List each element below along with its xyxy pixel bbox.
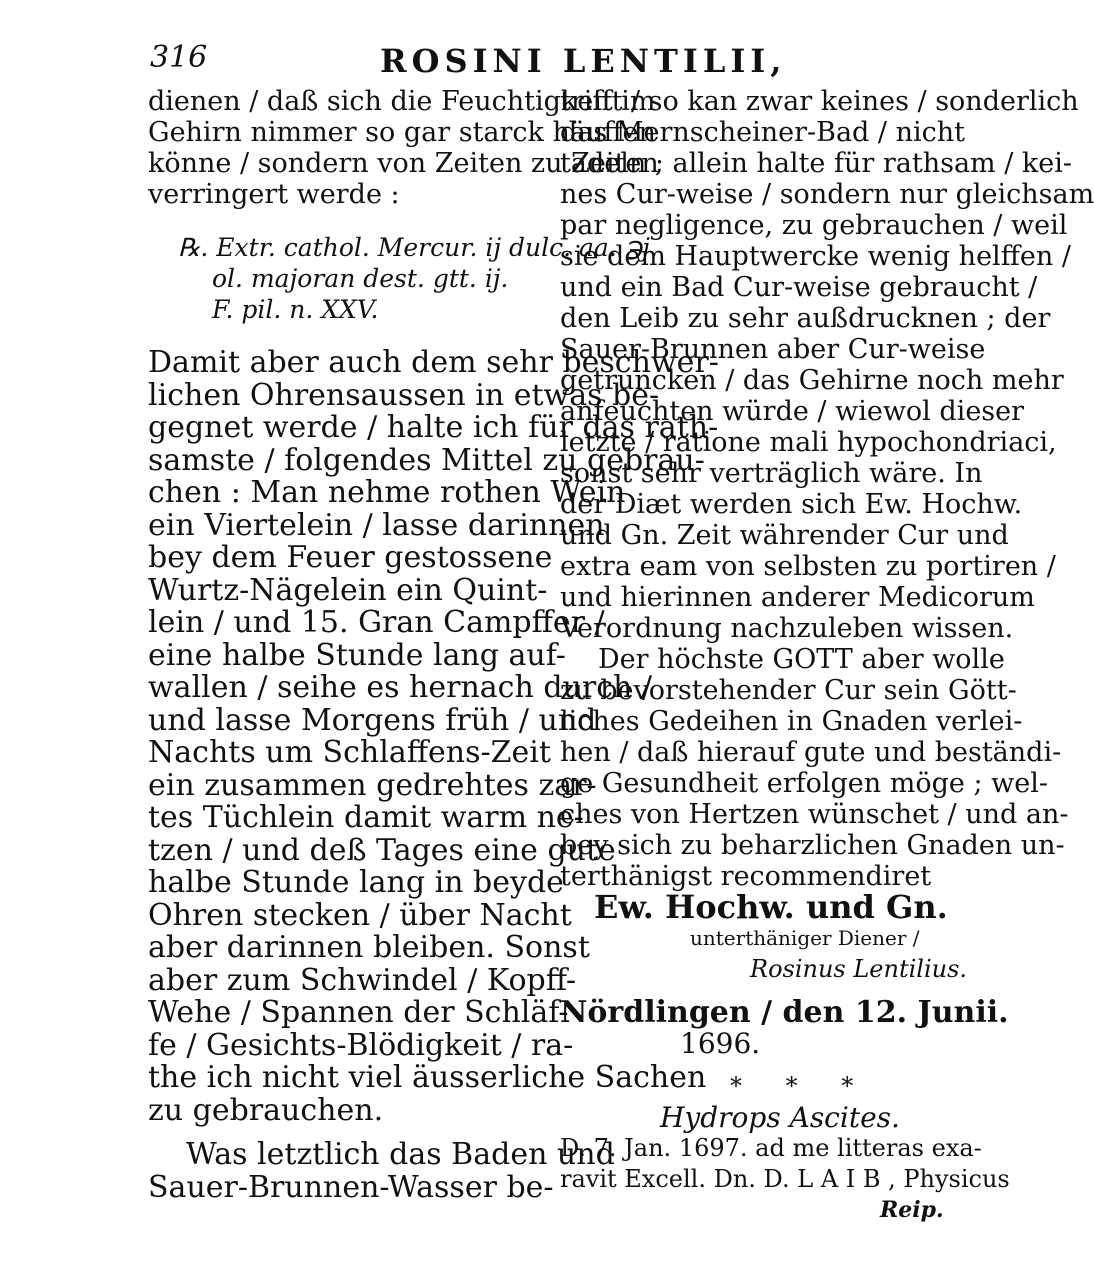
text-line: bey dem Feuer gestossene: [148, 540, 553, 575]
text-line: den Leib zu sehr außdrucknen ; der: [560, 303, 1051, 334]
paragraph-2: [148, 345, 719, 1128]
signature-title: unterthäniger Diener /: [690, 926, 920, 950]
recipe-line: ℞. Extr. cathol. Mercur. ij dulc. aa. ℈j.: [178, 233, 658, 262]
right-column: [560, 86, 1094, 1226]
text-line: halbe Stunde lang in beyde: [148, 865, 564, 900]
text-line: und hierinnen anderer Medicorum: [560, 582, 1035, 613]
text-line: aber zum Schwindel / Kopff-: [148, 962, 577, 998]
text-line: und lasse Morgens früh / und: [148, 702, 597, 738]
text-line: sonst sehr verträglich wäre. In: [560, 458, 983, 489]
section-divider-stars: * * *: [730, 1072, 872, 1100]
note-line: ravit Excell. Dn. D. L A I B , Physicus: [560, 1165, 1010, 1193]
text-line: Sauer-Brunnen aber Cur-weise: [560, 334, 986, 365]
text-line: ein Viertelein / lasse darinnen: [148, 507, 605, 543]
note-end: Reip.: [880, 1197, 944, 1223]
text-line: und Gn. Zeit währender Cur und: [560, 520, 1009, 551]
text-line: zu gebrauchen.: [148, 1092, 384, 1128]
text-line: letzte / ratione mali hypochondriaci,: [560, 427, 1057, 458]
text-line: sie dem Hauptwercke wenig helffen /: [560, 241, 1071, 272]
paragraph-1: [148, 86, 659, 210]
text-line: der Diæt werden sich Ew. Hochw.: [560, 489, 1023, 520]
text-line: par negligence, zu gebrauchen / weil: [560, 210, 1068, 241]
text-line: tzen / und deß Tages eine gute: [148, 832, 616, 868]
text-line: fe / Gesichts-Blödigkeit / ra-: [148, 1027, 574, 1063]
text-line: chen : Man nehme rothen Wein: [148, 475, 626, 510]
paragraph-3: [148, 1137, 615, 1205]
text-line: zu bevorstehender Cur sein Gött-: [560, 675, 1017, 706]
signature-salutation: Ew. Hochw. und Gn.: [594, 888, 948, 926]
text-line: Sauer-Brunnen-Wasser be-: [148, 1169, 554, 1205]
text-line: ches von Hertzen wünschet / und an-: [560, 799, 1069, 830]
recipe-line: ol. majoran dest. gtt. ij.: [212, 264, 509, 293]
page-number: 316: [150, 40, 208, 75]
text-line: und ein Bad Cur-weise gebraucht /: [560, 272, 1038, 303]
text-line: tadeln ; allein halte für rathsam / kei-: [560, 148, 1073, 179]
left-column: [148, 86, 719, 1205]
text-line: Nachts um Schlaffens-Zeit: [148, 735, 551, 770]
text-line: hen / daß hierauf gute und beständi-: [560, 737, 1062, 768]
paragraph-1: [560, 86, 1094, 644]
text-line: bey sich zu beharzlichen Gnaden un-: [560, 830, 1065, 861]
signature-block: [560, 888, 968, 985]
text-line: aber darinnen bleiben. Sonst: [148, 930, 590, 965]
text-line: lichen Ohrensaussen in etwas be-: [148, 377, 660, 413]
text-line: eine halbe Stunde lang auf-: [148, 637, 566, 673]
text-line: getruncken / das Gehirne noch mehr: [560, 365, 1064, 396]
text-line: Gehirn nimmer so gar starck häuffen: [148, 117, 656, 148]
signature-name: Rosinus Lentilius.: [750, 955, 968, 983]
text-line: Verordnung nachzuleben wissen.: [560, 613, 1014, 644]
text-line: Was letztlich das Baden und: [186, 1137, 615, 1172]
text-line: tes Tüchlein damit warm ne-: [148, 800, 584, 835]
text-line: Damit aber auch dem sehr beschwer-: [148, 345, 719, 380]
year: 1696.: [680, 1027, 761, 1060]
note-line: D. 7. Jan. 1697. ad me litteras exa-: [560, 1134, 982, 1162]
place-date: Nördlingen / den 12. Junii.: [560, 995, 1009, 1030]
text-line: trifft / so kan zwar keines / sonderlich: [560, 86, 1079, 117]
text-line: samste / folgendes Mittel zu gebrau-: [148, 442, 705, 478]
text-line: das Mernscheiner-Bad / nicht: [560, 117, 965, 148]
text-line: Der höchste GOTT aber wolle: [598, 644, 1005, 675]
text-line: verringert werde :: [148, 179, 400, 210]
recipe: [148, 232, 658, 325]
text-line: dienen / daß sich die Feuchtigkeit im: [148, 86, 656, 117]
text-line: extra eam von selbsten zu portiren /: [560, 551, 1056, 582]
text-line: nes Cur-weise / sondern nur gleichsam: [560, 179, 1094, 210]
text-line: gegnet werde / halte ich für das rath-: [148, 410, 719, 445]
recipe-line: F. pil. n. XXV.: [212, 295, 379, 324]
text-line: Wurtz-Nägelein ein Quint-: [148, 572, 548, 608]
text-line: wallen / seihe es hernach durch /: [148, 670, 652, 705]
section-title: Hydrops Ascites.: [660, 1101, 900, 1134]
text-line: könne / sondern von Zeiten zu Zeiten: [148, 148, 659, 179]
paragraph-2: [560, 644, 1069, 892]
text-line: anfeuchten würde / wiewol dieser: [560, 396, 1025, 427]
text-line: lein / und 15. Gran Campffer /: [148, 605, 605, 640]
text-line: Wehe / Spannen der Schläf-: [148, 995, 569, 1030]
text-line: terthänigst recommendiret: [560, 861, 932, 892]
text-line: ge Gesundheit erfolgen möge ; wel-: [560, 768, 1048, 799]
text-line: ein zusammen gedrehtes zar-: [148, 767, 597, 803]
text-line: liches Gedeihen in Gnaden verlei-: [560, 706, 1023, 737]
running-title: ROSINI LENTILII,: [380, 42, 787, 80]
text-line: Ohren stecken / über Nacht: [148, 897, 572, 933]
text-line: the ich nicht viel äusserliche Sachen: [148, 1060, 707, 1095]
